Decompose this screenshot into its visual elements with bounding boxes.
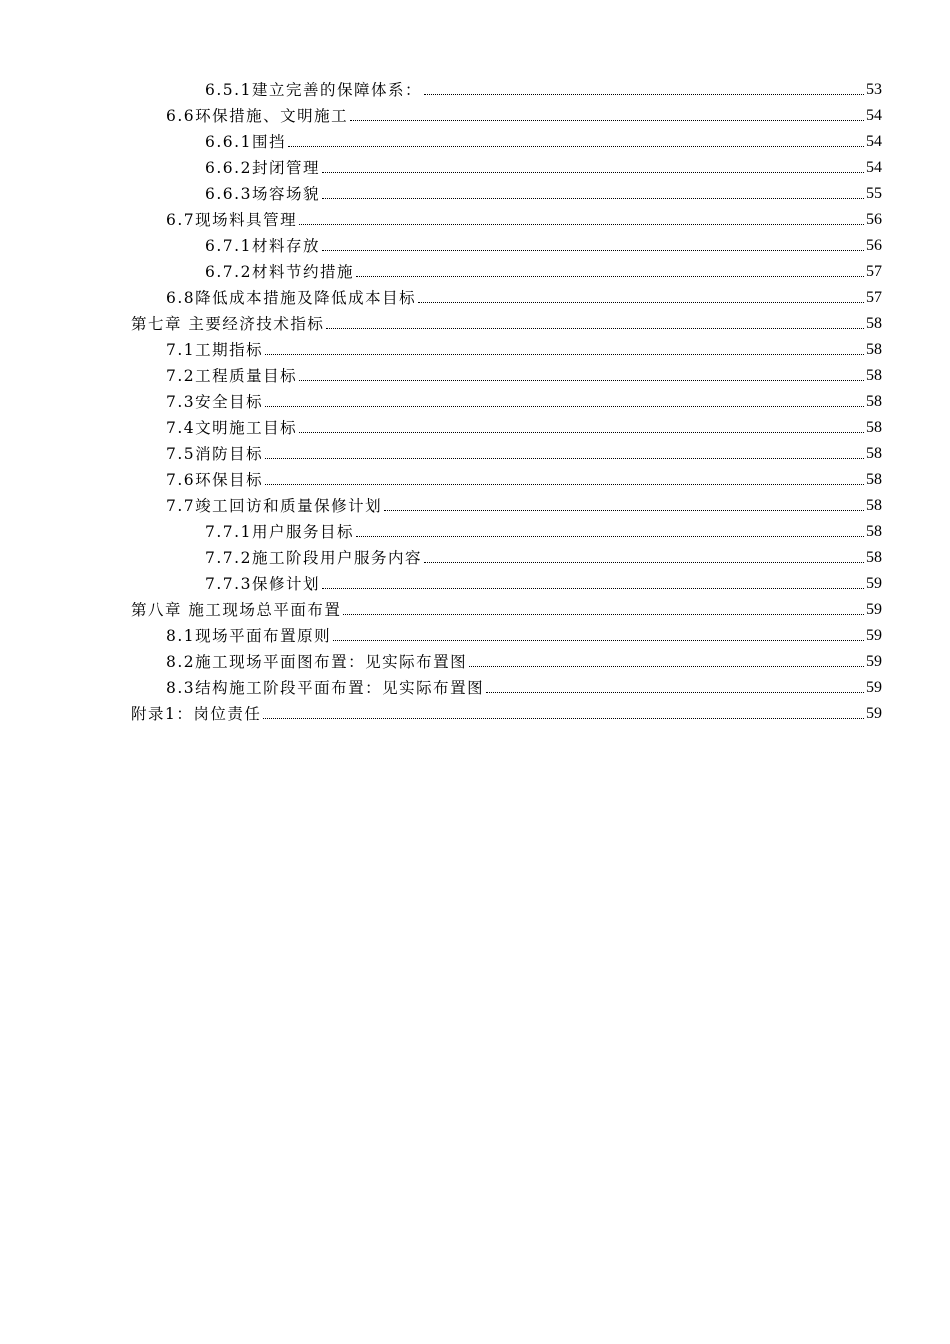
toc-entry-page-number: 59 bbox=[866, 575, 882, 592]
toc-entry[interactable] bbox=[131, 178, 882, 204]
toc-entry-page-number: 58 bbox=[866, 471, 882, 488]
toc-entry-title: 8.2施工现场平面图布置：见实际布置图 bbox=[166, 653, 468, 671]
toc-entry-page-number: 59 bbox=[866, 653, 882, 670]
toc-entry[interactable] bbox=[131, 360, 882, 386]
toc-entry-title: 6.6.2封闭管理 bbox=[205, 159, 320, 177]
toc-entry-page-number: 58 bbox=[866, 445, 882, 462]
dot-leader bbox=[326, 328, 864, 329]
toc-entry-page-number: 59 bbox=[866, 601, 882, 618]
toc-entry[interactable] bbox=[131, 646, 882, 672]
toc-entry[interactable] bbox=[131, 568, 882, 594]
toc-entry-page-number: 59 bbox=[866, 679, 882, 696]
toc-entry-page-number: 59 bbox=[866, 705, 882, 722]
toc-entry-page-number: 53 bbox=[866, 81, 882, 98]
toc-entry-page-number: 58 bbox=[866, 523, 882, 540]
toc-entry-page-number: 58 bbox=[866, 393, 882, 410]
toc-entry-page-number: 55 bbox=[866, 185, 882, 202]
dot-leader bbox=[322, 588, 864, 589]
toc-entry-page-number: 58 bbox=[866, 367, 882, 384]
toc-entry[interactable] bbox=[131, 490, 882, 516]
toc-entry-page-number: 59 bbox=[866, 627, 882, 644]
toc-entry[interactable] bbox=[131, 308, 882, 334]
dot-leader bbox=[299, 432, 864, 433]
dot-leader bbox=[350, 120, 864, 121]
dot-leader bbox=[333, 640, 864, 641]
dot-leader bbox=[263, 718, 864, 719]
toc-entry-page-number: 57 bbox=[866, 263, 882, 280]
dot-leader bbox=[265, 484, 864, 485]
toc-entry-title: 7.2工程质量目标 bbox=[166, 367, 298, 385]
toc-entry[interactable] bbox=[131, 516, 882, 542]
toc-entry-title: 7.4文明施工目标 bbox=[166, 419, 298, 437]
dot-leader bbox=[356, 536, 864, 537]
toc-entry-title: 6.7现场料具管理 bbox=[166, 211, 298, 229]
dot-leader bbox=[322, 198, 864, 199]
toc-entry[interactable] bbox=[131, 100, 882, 126]
toc-entry-title: 8.3结构施工阶段平面布置：见实际布置图 bbox=[166, 679, 485, 697]
toc-entry[interactable] bbox=[131, 230, 882, 256]
toc-entry-title: 6.5.1建立完善的保障体系： bbox=[205, 81, 422, 99]
toc-entry-page-number: 56 bbox=[866, 211, 882, 228]
toc-entry[interactable] bbox=[131, 386, 882, 412]
toc-entry-title: 7.7.2施工阶段用户服务内容 bbox=[205, 549, 422, 567]
toc-entry[interactable] bbox=[131, 620, 882, 646]
dot-leader bbox=[265, 354, 864, 355]
dot-leader bbox=[424, 94, 864, 95]
toc-entry[interactable] bbox=[131, 74, 882, 100]
dot-leader bbox=[356, 276, 864, 277]
toc-entry-title: 8.1现场平面布置原则 bbox=[166, 627, 332, 645]
toc-entry-title: 附录1：岗位责任 bbox=[131, 705, 262, 723]
toc-entry[interactable] bbox=[131, 464, 882, 490]
dot-leader bbox=[343, 614, 864, 615]
toc-entry-title: 第八章 施工现场总平面布置 bbox=[131, 601, 342, 619]
dot-leader bbox=[299, 224, 864, 225]
toc-entry-page-number: 58 bbox=[866, 419, 882, 436]
dot-leader bbox=[299, 380, 864, 381]
toc-entry-page-number: 54 bbox=[866, 107, 882, 124]
table-of-contents bbox=[131, 74, 882, 724]
dot-leader bbox=[424, 562, 864, 563]
dot-leader bbox=[322, 172, 864, 173]
toc-entry-title: 第七章 主要经济技术指标 bbox=[131, 315, 325, 333]
toc-entry[interactable] bbox=[131, 256, 882, 282]
dot-leader bbox=[265, 458, 864, 459]
toc-entry[interactable] bbox=[131, 594, 882, 620]
toc-entry-title: 7.6环保目标 bbox=[166, 471, 264, 489]
toc-entry-title: 6.6.1围挡 bbox=[205, 133, 286, 151]
dot-leader bbox=[322, 250, 864, 251]
toc-entry-page-number: 54 bbox=[866, 159, 882, 176]
toc-entry[interactable] bbox=[131, 542, 882, 568]
dot-leader bbox=[486, 692, 864, 693]
toc-entry-page-number: 54 bbox=[866, 133, 882, 150]
toc-entry[interactable] bbox=[131, 698, 882, 724]
toc-entry[interactable] bbox=[131, 204, 882, 230]
dot-leader bbox=[469, 666, 864, 667]
toc-entry-title: 7.3安全目标 bbox=[166, 393, 264, 411]
dot-leader bbox=[288, 146, 864, 147]
toc-entry-page-number: 57 bbox=[866, 289, 882, 306]
toc-entry-title: 6.6环保措施、文明施工 bbox=[166, 107, 349, 125]
toc-entry[interactable] bbox=[131, 412, 882, 438]
toc-entry[interactable] bbox=[131, 334, 882, 360]
toc-entry-page-number: 58 bbox=[866, 497, 882, 514]
toc-entry-title: 6.7.1材料存放 bbox=[205, 237, 320, 255]
toc-entry-title: 7.7.1用户服务目标 bbox=[205, 523, 354, 541]
toc-entry-page-number: 58 bbox=[866, 315, 882, 332]
toc-entry-title: 7.7竣工回访和质量保修计划 bbox=[166, 497, 383, 515]
toc-entry[interactable] bbox=[131, 438, 882, 464]
toc-entry-page-number: 58 bbox=[866, 341, 882, 358]
toc-entry-title: 6.7.2材料节约措施 bbox=[205, 263, 354, 281]
dot-leader bbox=[384, 510, 864, 511]
toc-entry[interactable] bbox=[131, 152, 882, 178]
toc-entry-title: 7.7.3保修计划 bbox=[205, 575, 320, 593]
toc-entry-page-number: 56 bbox=[866, 237, 882, 254]
dot-leader bbox=[418, 302, 864, 303]
toc-entry-title: 6.6.3场容场貌 bbox=[205, 185, 320, 203]
toc-entry-title: 6.8降低成本措施及降低成本目标 bbox=[166, 289, 417, 307]
dot-leader bbox=[265, 406, 864, 407]
toc-entry-title: 7.5消防目标 bbox=[166, 445, 264, 463]
toc-entry[interactable] bbox=[131, 672, 882, 698]
toc-entry-title: 7.1工期指标 bbox=[166, 341, 264, 359]
toc-entry[interactable] bbox=[131, 126, 882, 152]
toc-entry-page-number: 58 bbox=[866, 549, 882, 566]
toc-entry[interactable] bbox=[131, 282, 882, 308]
